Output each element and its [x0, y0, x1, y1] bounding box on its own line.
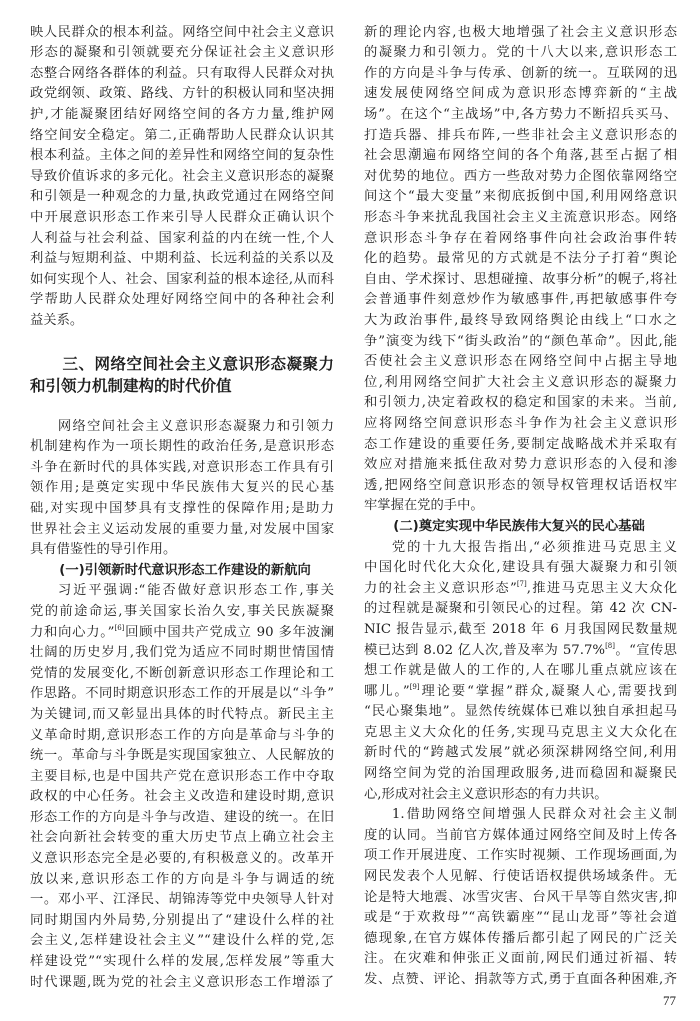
text-line: 场”。在这个“主战场”中,各方势力不断招兵买马、 [364, 107, 677, 123]
text-line: 克思主义大众化的任务,实现马克思主义大众化在 [364, 724, 677, 740]
text-line: 主要目标,也是中国共产党在意识形态工作中夺取 [30, 768, 334, 784]
text-line: 位,利用网络空间扩大社会主义意识形态的凝聚力 [364, 374, 677, 390]
text-line: 斗争在新时代的具体实践,对意识形态工作具有引 [30, 459, 334, 475]
text-line: 学帮助人民群众处理好网络空间中的各种社会利 [30, 292, 334, 308]
text-line: 如何实现个人、社会、国家利益的根本途径,从而科 [30, 271, 334, 287]
paragraph [364, 805, 677, 990]
section-heading [30, 353, 334, 397]
text-segment: 哪儿。” [364, 683, 410, 699]
text-line: 形态斗争来扰乱我国社会主义主流意识形态。网络 [364, 210, 677, 226]
text-line: 社会向新社会转变的重大历史节点上确立社会主 [30, 830, 334, 846]
paragraph [364, 23, 677, 517]
text-line: 间这个“最大变量”来彻底扳倒中国,利用网络意识 [364, 189, 677, 205]
text-line [364, 641, 677, 662]
text-line: 或是“于欢救母”“高铁霸座”“昆山龙哥”等社会道 [364, 910, 677, 926]
citation-marker: [8] [605, 641, 615, 650]
text-line: 领作用;是奠定实现中华民族伟大复兴的民心基 [30, 480, 334, 496]
text-line: 对优势的地位。西方一些敌对势力企图依靠网络空 [364, 168, 677, 184]
text-line: 效应对措施来抵住敌对势力意识形态的入侵和渗 [364, 457, 677, 473]
text-line: 会主义,怎样建设社会主义”“建设什么样的党,怎 [30, 933, 334, 949]
text-line: 发、点赞、评论、捐款等方式,勇于直面各种困难,齐 [364, 972, 677, 987]
text-line: 和引领力机制建构的时代价值 [30, 376, 232, 395]
text-segment: ,推进马克思主义大众化 [526, 580, 677, 596]
text-line: 态整合网络各群体的利益。只有取得人民群众对执 [30, 65, 334, 81]
text-line: 争”演变为线下“街头政治”的“颜色革命”。因此,能 [364, 333, 677, 349]
text-line: 会普通事件刻意炒作为敏感事件,再把敏感事件夸 [364, 292, 677, 308]
text-line: 化的趋势。最常见的方式就是不法分子打着“舆论 [364, 251, 677, 267]
text-line: 中国化时代化大众化,建设具有强大凝聚力和引领 [364, 560, 677, 576]
text-line [364, 682, 677, 703]
text-line: 机制建构作为一项长期性的政治任务,是意识形态 [30, 439, 334, 455]
text-line: 心,形成对社会主义意识形态的有力共识。 [364, 786, 608, 802]
text-segment: 回顾中国共产党成立 90 多年波澜 [124, 624, 334, 640]
text-line: 态工作建设的重要任务,要制定战略战术并采取有 [364, 436, 677, 452]
text-segment: 。“宣传思 [614, 642, 677, 658]
text-line: 统一。革命与斗争既是实现国家独立、人民解放的 [30, 748, 334, 764]
text-line: 义意识形态完全是必要的,有积极意义的。改革开 [30, 851, 334, 867]
text-line: 意识形态斗争存在着网络事件向社会政治事件转 [364, 230, 677, 246]
text-segment: 力的社会主义意识形态” [364, 580, 517, 596]
text-line: 导致价值诉求的多元化。社会主义意识形态的凝聚 [30, 168, 334, 184]
text-line: 作的方向是斗争与传承、创新的统一。互联网的迅 [364, 65, 677, 81]
subsection-heading [30, 561, 334, 582]
text-line: 的过程就是凝聚和引领民心的过程。第 42 次 CN- [364, 601, 677, 617]
paragraph [30, 581, 334, 993]
text-line: 注。在灾难和伸张正义面前,网民们通过祈福、转 [364, 951, 677, 967]
citation-marker: [7] [516, 579, 527, 588]
text-line: 中开展意识形态工作来引导人民群众正确认识个 [30, 210, 334, 226]
text-line: 益关系。 [30, 313, 84, 328]
text-line: NIC 报告显示,截至 2018 年 6 月我国网民数量规 [364, 621, 677, 637]
text-line: 牢掌握在党的手中。 [364, 498, 484, 514]
text-line: 论是特大地震、冰雪灾害、台风干旱等自然灾害,抑 [364, 889, 677, 905]
text-line [364, 579, 677, 600]
text-line: “民心聚集地”。显然传统媒体已难以独自承担起马 [364, 704, 677, 720]
text-line: 否使社会主义意识形态在网络空间中占据主导地 [364, 354, 677, 370]
text-line: 自由、学术探讨、思想碰撞、故事分析”的幌子,将社 [364, 271, 677, 287]
text-line: 世界社会主义运动发展的重要力量,对发展中国家 [30, 521, 334, 537]
text-line: 大为政治事件,最终导致网络舆论由线上“口水之 [364, 313, 677, 328]
text-line: 作思路。不同时期意识形态工作的开展是以“斗争” [30, 686, 334, 702]
text-line: 党的前途命运,事关国家长治久安,事关民族凝聚 [30, 603, 334, 619]
text-line: 样建设党”“实现什么样的发展,怎样发展”等重大 [30, 954, 334, 970]
text-line: (二)奠定实现中华民族伟大复兴的民心基础 [393, 518, 645, 534]
left-column [30, 23, 334, 994]
text-line: 项工作开展进度、工作实时视频、工作现场画面,为 [364, 848, 677, 864]
text-line: 映人民群众的根本利益。网络空间中社会主义意识 [30, 24, 334, 40]
text-line: (一)引领新时代意识形态工作建设的新航向 [59, 562, 311, 578]
paragraph [30, 23, 334, 332]
text-line: 和引领力,决定着政权的稳定和国家的未来。当前, [364, 395, 677, 411]
page-number: 77 [663, 993, 676, 1008]
text-segment: 理论要“掌握”群众,凝聚人心,需要找到 [419, 683, 677, 699]
text-line: 应将网络空间意识形态斗争作为社会主义意识形 [364, 415, 677, 431]
text-line: 习近平强调:“能否做好意识形态工作,事关 [57, 583, 334, 599]
text-line: 新的理论内容,也极大地增强了社会主义意识形态 [364, 24, 677, 40]
text-line: 壮阔的历史岁月,我们党为适应不同时期世情国情 [30, 645, 334, 661]
text-line: 社会思潮遍布网络空间的各个角落,甚至占据了相 [364, 148, 677, 164]
text-line: 党的十九大报告指出,“必须推进马克思主义 [391, 539, 677, 555]
text-line: 利益与短期利益、中期利益、长远利益的关系以及 [30, 251, 334, 267]
paragraph [364, 538, 677, 806]
text-line: 透,把网络空间意识形态的领导权管理权话语权牢 [364, 477, 677, 493]
text-line: 一。邓小平、江泽民、胡锦涛等党中央领导人针对 [30, 892, 334, 908]
text-line: 具有借鉴性的导引作用。 [30, 542, 177, 558]
text-line: 度的认同。当前官方媒体通过网络空间及时上传各 [364, 827, 677, 843]
text-line: 打造兵器、排兵布阵,一些非社会主义意识形态的 [364, 127, 677, 143]
citation-marker: [6] [114, 623, 125, 632]
text-line: 人利益与社会利益、国家利益的内在统一性,个人 [30, 230, 334, 246]
right-column [364, 23, 677, 991]
text-line: 党情的发展变化,不断创新意识形态工作理论和工 [30, 665, 334, 681]
text-line: 形态工作的方向是斗争与改造、建设的统一。在旧 [30, 809, 334, 825]
text-line: 新时代的“跨越式发展”就必须深耕网络空间,利用 [364, 745, 677, 761]
text-line: 网络空间为党的治国理政服务,进而稳固和凝聚民 [364, 766, 677, 782]
subsection-heading [364, 517, 677, 538]
text-line: 三、网络空间社会主义意识形态凝聚力 [62, 354, 334, 373]
text-line: 为关键词,而又彰显出具体的时代特点。新民主主 [30, 706, 334, 722]
text-line: 1.借助网络空间增强人民群众对社会主义制 [391, 807, 677, 823]
text-line: 护,才能凝聚团结好网络空间的各方力量,维护网 [30, 107, 334, 123]
text-line: 的凝聚力和引领力。党的十八大以来,意识形态工 [364, 45, 677, 61]
text-line: 础,对实现中国梦具有支撑性的保障作用;是助力 [30, 500, 334, 516]
text-segment: 模已达到 8.02 亿人次,普及率为 57.7% [364, 642, 606, 658]
text-line: 和引领是一种观念的力量,执政党通过在网络空间 [30, 189, 334, 205]
text-line: 网民发表个人见解、行使话语权提供场域条件。无 [364, 869, 677, 885]
citation-marker: [9] [409, 682, 420, 691]
text-line: 速发展使网络空间成为意识形态博弈新的“主战 [364, 86, 677, 102]
text-line: 时代课题,既为党的社会主义意识形态工作增添了 [30, 974, 334, 990]
text-line: 放以来,意识形态工作的方向是斗争与调适的统 [30, 871, 334, 887]
text-line: 想工作就是做人的工作的,人在哪儿重点就应该在 [364, 663, 677, 679]
text-line: 政权的中心任务。社会主义改造和建设时期,意识 [30, 789, 334, 805]
text-line: 同时期国内外局势,分别提出了“建设什么样的社 [30, 912, 334, 928]
text-line: 络空间安全稳定。第二,正确帮助人民群众认识其 [30, 127, 334, 143]
text-line: 义革命时期,意识形态工作的方向是革命与斗争的 [30, 727, 334, 743]
text-line: 形态的凝聚和引领就要充分保证社会主义意识形 [30, 45, 334, 61]
text-line: 政党纲领、政策、路线、方针的积极认同和坚决拥 [30, 86, 334, 102]
text-segment: 力和向心力。” [30, 624, 115, 640]
text-line [30, 623, 334, 644]
text-line: 德现象,在官方媒体传播后都引起了网民的广泛关 [364, 930, 677, 946]
text-line: 网络空间社会主义意识形态凝聚力和引领力 [57, 418, 334, 434]
paragraph [30, 417, 334, 561]
text-line: 根本利益。主体之间的差异性和网络空间的复杂性 [30, 148, 334, 164]
